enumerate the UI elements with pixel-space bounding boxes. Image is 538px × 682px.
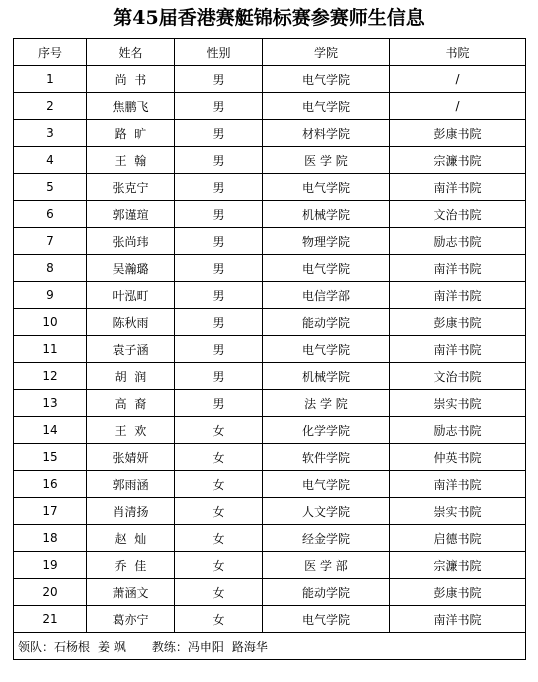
cell-name: 陈秋雨 [87,309,175,336]
cell-academy: 彭康书院 [390,120,526,147]
header-name: 姓名 [87,39,175,66]
cell-college: 能动学院 [263,579,390,606]
cell-name: 王 欢 [87,417,175,444]
cell-college: 电气学院 [263,471,390,498]
cell-gender: 女 [175,579,263,606]
table-row [14,336,526,363]
leader-name: 石杨根 [54,639,91,654]
cell-index: 1 [14,66,87,93]
cell-academy: 崇实书院 [390,498,526,525]
cell-college: 软件学院 [263,444,390,471]
cell-name: 郭谨瑄 [87,201,175,228]
cell-gender: 女 [175,471,263,498]
cell-academy: 南洋书院 [390,255,526,282]
cell-name: 高 裔 [87,390,175,417]
table-row [14,471,526,498]
cell-index: 13 [14,390,87,417]
participants-table [13,38,526,660]
cell-gender: 男 [175,282,263,309]
cell-academy: 南洋书院 [390,282,526,309]
cell-name: 王 翰 [87,147,175,174]
cell-index: 7 [14,228,87,255]
cell-name: 萧涵文 [87,579,175,606]
cell-name: 叶泓町 [87,282,175,309]
table-row [14,66,526,93]
cell-index: 10 [14,309,87,336]
cell-academy: 南洋书院 [390,606,526,633]
cell-gender: 男 [175,174,263,201]
cell-name: 葛亦宁 [87,606,175,633]
table-row [14,390,526,417]
table-row [14,93,526,120]
cell-gender: 男 [175,93,263,120]
cell-academy: 南洋书院 [390,174,526,201]
table-row [14,606,526,633]
cell-college: 物理学院 [263,228,390,255]
cell-gender: 女 [175,552,263,579]
staff-cell [14,633,526,660]
cell-name: 尚 书 [87,66,175,93]
coach-label: 教练： [151,639,188,654]
cell-name: 张婧妍 [87,444,175,471]
cell-academy: 崇实书院 [390,390,526,417]
cell-academy: 文治书院 [390,363,526,390]
cell-index: 11 [14,336,87,363]
cell-college: 医 学 部 [263,552,390,579]
cell-index: 3 [14,120,87,147]
cell-academy: 宗濂书院 [390,147,526,174]
cell-academy: 仲英书院 [390,444,526,471]
cell-gender: 男 [175,390,263,417]
table-row [14,282,526,309]
leader-label: 领队： [18,639,55,654]
cell-index: 15 [14,444,87,471]
cell-index: 19 [14,552,87,579]
table-row [14,120,526,147]
coach-name: 路海华 [231,639,268,654]
cell-index: 20 [14,579,87,606]
cell-college: 机械学院 [263,363,390,390]
cell-name: 路 旷 [87,120,175,147]
cell-name: 吴瀚璐 [87,255,175,282]
cell-name: 焦鹏飞 [87,93,175,120]
cell-gender: 男 [175,363,263,390]
cell-index: 14 [14,417,87,444]
cell-index: 18 [14,525,87,552]
cell-index: 12 [14,363,87,390]
cell-index: 17 [14,498,87,525]
cell-gender: 女 [175,525,263,552]
cell-gender: 男 [175,255,263,282]
cell-college: 电气学院 [263,336,390,363]
header-college: 学院 [263,39,390,66]
leader-name: 姜 飒 [98,639,126,654]
cell-college: 医 学 院 [263,147,390,174]
cell-index: 16 [14,471,87,498]
cell-academy: 南洋书院 [390,336,526,363]
cell-index: 8 [14,255,87,282]
cell-gender: 女 [175,498,263,525]
cell-index: 21 [14,606,87,633]
cell-college: 能动学院 [263,309,390,336]
cell-academy: / [390,66,526,93]
cell-gender: 女 [175,417,263,444]
cell-gender: 男 [175,228,263,255]
cell-gender: 男 [175,201,263,228]
header-gender: 性别 [175,39,263,66]
cell-academy: 励志书院 [390,417,526,444]
table-row [14,579,526,606]
table-row [14,201,526,228]
cell-college: 材料学院 [263,120,390,147]
coach-name: 冯申阳 [187,639,224,654]
cell-name: 张克宁 [87,174,175,201]
cell-college: 电气学院 [263,255,390,282]
cell-academy: 彭康书院 [390,309,526,336]
cell-college: 电气学院 [263,174,390,201]
cell-academy: 南洋书院 [390,471,526,498]
table-row [14,417,526,444]
cell-academy: 励志书院 [390,228,526,255]
cell-name: 肖清扬 [87,498,175,525]
cell-academy: 启德书院 [390,525,526,552]
cell-college: 电信学部 [263,282,390,309]
cell-academy: 彭康书院 [390,579,526,606]
table-row [14,174,526,201]
cell-college: 人文学院 [263,498,390,525]
cell-gender: 男 [175,309,263,336]
table-body [14,66,526,633]
cell-college: 化学学院 [263,417,390,444]
cell-college: 电气学院 [263,93,390,120]
cell-name: 张尚玮 [87,228,175,255]
cell-college: 法 学 院 [263,390,390,417]
table-row [14,525,526,552]
cell-academy: / [390,93,526,120]
table-row [14,363,526,390]
staff-row [14,633,526,660]
cell-name: 袁子涵 [87,336,175,363]
cell-index: 2 [14,93,87,120]
cell-name: 胡 润 [87,363,175,390]
cell-gender: 女 [175,444,263,471]
cell-gender: 男 [175,66,263,93]
cell-college: 电气学院 [263,66,390,93]
header-index: 序号 [14,39,87,66]
cell-gender: 女 [175,606,263,633]
cell-index: 5 [14,174,87,201]
page-title: 第45届香港赛艇锦标赛参赛师生信息 [113,7,425,29]
cell-college: 机械学院 [263,201,390,228]
table-row [14,147,526,174]
cell-gender: 男 [175,120,263,147]
table-row [14,228,526,255]
header-academy: 书院 [390,39,526,66]
cell-college: 经金学院 [263,525,390,552]
table-row [14,309,526,336]
table-header-row [14,39,526,66]
cell-gender: 男 [175,147,263,174]
cell-name: 赵 灿 [87,525,175,552]
cell-academy: 宗濂书院 [390,552,526,579]
cell-name: 郭雨涵 [87,471,175,498]
table-row [14,498,526,525]
cell-index: 6 [14,201,87,228]
cell-index: 4 [14,147,87,174]
cell-academy: 文治书院 [390,201,526,228]
table-row [14,255,526,282]
cell-name: 乔 佳 [87,552,175,579]
cell-college: 电气学院 [263,606,390,633]
table-row [14,552,526,579]
cell-index: 9 [14,282,87,309]
cell-gender: 男 [175,336,263,363]
table-row [14,444,526,471]
